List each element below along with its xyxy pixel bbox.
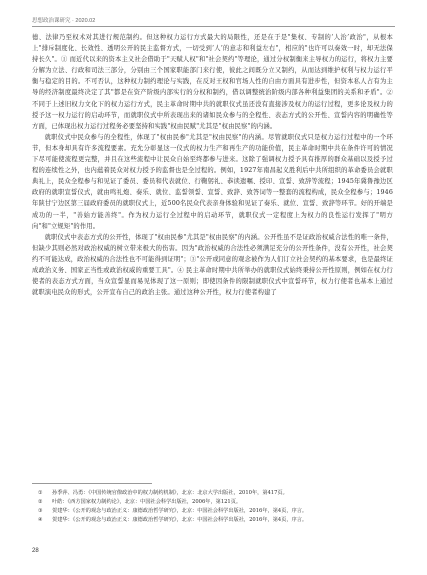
footnote-text: 贺建华：《公开的观念与政治正义：康德政治哲学研究》，北京：中国社会科学出版社，2016年，第4页，序言。 <box>52 508 308 515</box>
footnote-item <box>32 498 393 507</box>
footnote-item <box>32 489 393 498</box>
footnote-mark: ① <box>38 490 43 496</box>
footnote-text: 孙季萍、冯勇：《中国传统官僚政治中的权力制约机制》，北京：北京大学出版社，2010年，第417页。 <box>52 490 288 496</box>
footnotes <box>32 489 393 525</box>
footnote-divider <box>32 483 152 484</box>
footnote-mark: ④ <box>38 517 43 524</box>
footnote-mark: ③ <box>38 508 43 515</box>
body-paragraph: 就职仪式中民众参与的全程性，体现了"权由民参"尤其是"权由民察"的内涵。尽管就职仪式只是权力运行过程中的一个环节，但本身却具有许多流程要素。充允分彰显这一仪式的权力生产和再生产的功能价值，民主革命时期中共在条件许可的情况下尽可能使流程更完整，并且在这些流程中让民众自始至终都参与进来。这除了强调权力授予具有推厚的群众基础以及授予过程的连续性之外，也内蕴着民众对权力授予的监督也是全过程的。例如，1927年南昌起义胜利后中共所组织的革命委员会就职典礼上，民众全程参与和见证了委员、委员和代表就位、行鞠躬礼、恭读遗嘱、授印、宣誓、致辞等流程；1945年冀鲁豫边区政府的就职宣誓仪式，就由鸣礼炮、奏乐、就位、监誓领誓、宣誓、致辞、致答词等一整套的流程构成，民众全程参与；1946年陕甘宁边区第三届政府委员的就职仪式上，近500名民众代表亲身体验和见证了奏乐、就位、宣誓、致辞等环节。好的开端是成功的一半，"善始方能善终"。作为权力运行全过程中的启动环节，就职仪式一定程度上为权力的良性运行发挥了"明方向"和"立规矩"的作用。 <box>32 133 393 230</box>
footnote-text: 贺建华：《公开的观念与政治正义：康德政治哲学研究》，北京：中国社会科学出版社，2016年，第4页，序言。 <box>52 517 308 524</box>
footnote-text: 叶皓：《西方国家权力制约论》，北京：中国社会科学出版社，2006年，第121页。 <box>52 499 242 506</box>
article-body <box>32 32 393 298</box>
header-divider <box>32 26 395 27</box>
page-number: 28 <box>32 548 39 554</box>
footnote-item <box>32 516 393 525</box>
footnote-item <box>32 507 393 516</box>
body-paragraph: 就职仪式中表态方式的公开性，体现了"权由民参"尤其是"权由民察"的内涵。公开性虽不是证政治权威合法性的唯一条件，但缺少其则必然对政治权威的树立带来极大的伤害。因为"政治权威的合法性必须满足充分的公开性条件，没有公开性，社会契约不可能达成，政治权威的合法性也不可能得到证明"；③"公开或同意的观念被作为人们订立社会契约的基本要求，也是最终证成政治义务、国家正当性或政治权威的重要工具"。④ 民主革命时期中共所举办的就职仪式始终秉持公开性原则，例如在权力行使者的表态方式方面，当众宣誓显而易见体现了这一原则；即使因条件的限制就职仪式中宣誓环节，权力行使者也基本上通过就职演电民众的形式，公开宣布自己的政治主张。通过这种公开性，权力行使者构建了 <box>32 233 393 297</box>
footnote-mark: ② <box>38 499 43 506</box>
body-paragraph: 德、法律乃至权术对其进行规范制约。但这种权力运行方式最大的局限性，还是在于是"集权、专制的‘人治’政治"，从根本上"排斥制度化、长效性、透明公开的民主监督方式，一切受到‘人’的意志和利益左右"，相应的"也许可以奏效一时，却无法保持长久"。① 而近代以来的资本主义社会借助于"天赋人权"和"社会契约"等理论，通过分权制衡来主导权力的运行，将权力主要分解为立法、行政和司法三部分，分别由三个国家职能部门来行使，彼此之间既分立又制约，从而达到维护权利与权力运行平衡与稳定的目的。不可否认，这种权力制约理论与实践，在反对王权和官场人性的自由方面具有进步性，但资本私人占有为主导的经济制度最终决定了其"都是在资产阶级内部实行的分权和制约，借以调整统治阶级内部各种利益集团的关系和矛盾"。② 不同于上述旧权力文化下的权力运行方式，民主革命时期中共的就职仪式虽还没有直接涉及权力的运行过程，更多论及权力的授予这一权力运行的启动环节，而就职仪式中所表现出来的诸如民众参与的全程性、表态方式的公开性、宣誓内容的明确性等方面，已体现出权力运行过程务必要坚持和实践"权由民赋"尤其是"权由民察"的内涵。 <box>32 34 393 130</box>
running-header: 思想政治课研究 · 2020.02 <box>32 18 96 24</box>
